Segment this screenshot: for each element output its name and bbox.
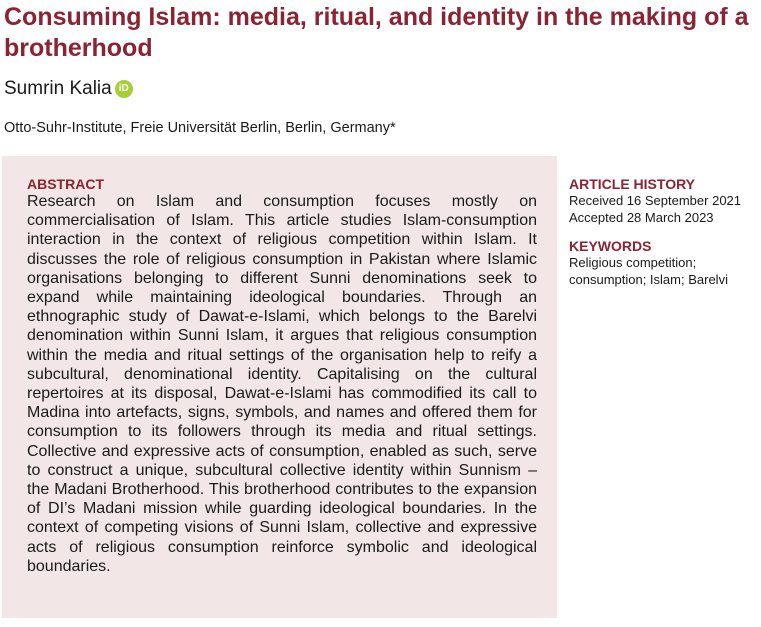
keywords-list: Religious competition; consumption; Islam; Barelvi: [569, 255, 728, 287]
keywords: [569, 238, 757, 288]
author-line: [4, 76, 133, 102]
article-history: [569, 176, 757, 226]
article-sidebar: [569, 176, 757, 300]
abstract-content: [27, 176, 537, 576]
article-history-heading: ARTICLE HISTORY: [569, 176, 696, 192]
keywords-heading: KEYWORDS: [569, 238, 652, 254]
article-title: Consuming Islam: media, ritual, and identity in the making of a brotherhood: [4, 3, 749, 62]
author-name[interactable]: Sumrin Kalia: [4, 78, 112, 99]
orcid-icon[interactable]: iD: [115, 80, 133, 98]
abstract-box: [2, 156, 557, 618]
abstract-text: Research on Islam and consumption focuses mostly on commercialisation of Islam. This article studies Islam-consumption interaction in the context of religious competition within Islam. It discusses the role of religious consumption in Pakistan where Islamic organisations belonging to different Sunni denominations seek to expand while maintaining ideological boundaries. Through an ethnographic study of Dawat-e-Islami, which belongs to the Barelvi denomination within Sunni Islam, it argues that religious consumption within the media and ritual settings of the organisation help to reify a subcultural, denominational identity. Capitalising on the cultural repertoires at its disposal, Dawat-e-Islami has commodified its call to Madina into artefacts, signs, symbols, and names and offered them for consumption to its followers through its media and ritual settings. Collective and expressive acts of consumption, enabled as such, serve to construct a unique, subcultural collective identity within Sunnism – the Madani Brotherhood. This brotherhood contributes to the expansion of DI’s Madani mission while guarding ideological boundaries. In the context of competing visions of Sunni Islam, collective and expressive acts of religious consumption reinforce symbolic and ideological boundaries.: [27, 193, 537, 575]
received-date: Received 16 September 2021: [569, 193, 742, 208]
affiliation: Otto-Suhr-Institute, Freie Universität Berlin, Berlin, Germany*: [4, 120, 396, 136]
accepted-date: Accepted 28 March 2023: [569, 210, 714, 225]
abstract-heading: ABSTRACT: [27, 176, 104, 192]
